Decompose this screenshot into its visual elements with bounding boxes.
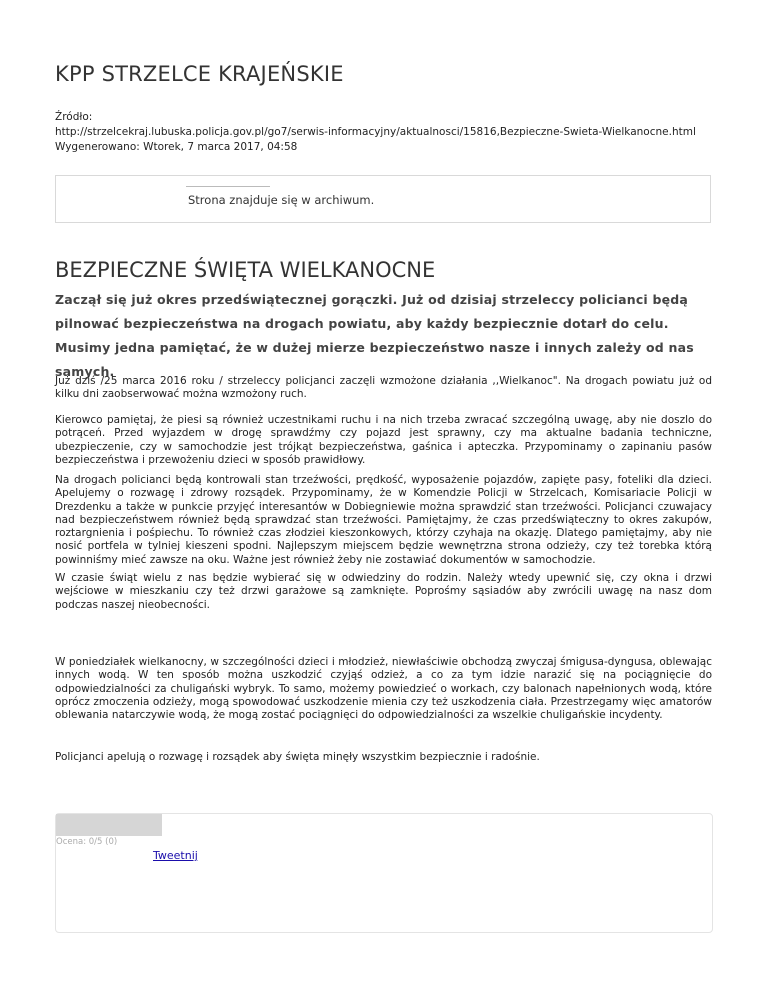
rating-stars[interactable] [56, 814, 162, 836]
tweet-link[interactable]: Tweetnij [153, 849, 198, 862]
article-lead: Zaczął się już okres przedświątecznej gorączki. Już od dzisiaj strzeleccy policianci będą pilnować bezpieczeństwa na drogach powiatu, aby każdy bezpiecznie dotarł do celu. Musimy jedna pamiętać, że w dużej mierze bezpieczeństwo nasze i innych zależy od nas samych. [55, 292, 694, 379]
article-paragraph: Już dziś /25 marca 2016 roku / strzeleccy policjanci zaczęli wzmożone działania ,,Wielkanoc". Na drogach powiatu już od kilku dni zaobserwować można wzmożony ruch. [55, 375, 712, 401]
source-label: Źródło: [55, 111, 93, 123]
article-title: BEZPIECZNE ŚWIĘTA WIELKANOCNE [55, 258, 436, 282]
article-paragraph: Kierowco pamiętaj, że piesi są również uczestnikami ruchu i na nich trzeba zwracać szczególną uwagę, aby nie doszlo do potrąceń. Przed wyjazdem w drogę sprawdźmy czy pojazd jest sprawny, czy ma aktualne badania techniczne, ubezpieczenie, czy w samochodzie jest trójkąt bezpieczeństwa, gaśnica i apteczka. Przypominamy o zapinaniu pasów bezpieczeństwa i przewożeniu dzieci w sposób prawidłowy. [55, 414, 712, 466]
article-paragraph: Na drogach policianci będą kontrowali stan trzeźwości, prędkość, wyposażenie pojazdów, zapięte pasy, foteliki dla dzieci. Apelujemy o rozwagę i zdrowy rozsądek. Przypominamy, że w Komendzie Policji w Strzelcach, Komisariacie Policji w Drezdenku a także w punkcie przyjęć interesantów w Dobiegniewie można sprawdzić stan trzeźwości. Policjanci czuwajacy nad bezpieczeństwem również będą sprawdzać stan trzeźwości. Pamiętajmy, że czas przedświąteczny to okres zakupów, roztargnienia i pośpiechu. To również czas złodziei kieszonkowych, którzy czyhaja na okazję. Dlatego pamiętajmy, aby nie nosić portfela w tylniej kieszeni spodni. Najlepszym miejscem będzie wewnętrzna strona odzieży, czy też torebka którą powinniśmy mieć zawsze na oku. Ważne jest również żeby nie zostawiać dokumentów w samochodzie. [55, 474, 712, 566]
article-paragraph: W poniedziałek wielkanocny, w szczególności dzieci i młodzież, niewłaściwie obchodzą zwyczaj śmigusa-dyngusa, oblewając innych wodą. W ten sposób można uszkodzić czyjąś odzież, a co za tym idzie narazić się na pociągnięcie do odpowiedzialności za chuligański wybryk. To samo, możemy powiedzieć o workach, czy balonach napełnionych wodą, które oprócz zmoczenia odzieży, mogą spowodować uszkodzenie mienia czy też uszkodzenia ciała. Przestrzegamy więc amatorów oblewania natarczywie wodą, że mogą zostać pociągnięci do odpowiedzialności za wszelkie chuligańskie incydenty. [55, 656, 712, 722]
rating-label: Ocena: 0/5 (0) [56, 837, 118, 847]
source-url: http://strzelcekraj.lubuska.policja.gov.pl/go7/serwis-informacyjny/aktualnosci/15816,Bezpieczne-Swieta-Wielkanocne.html [55, 126, 696, 138]
source-info [55, 110, 715, 155]
archive-notice-box [55, 175, 711, 223]
article-paragraph: Policjanci apelują o rozwagę i rozsądek aby święta minęły wszystkim bezpiecznie i radośnie. [55, 751, 540, 763]
generated-date: Wygenerowano: Wtorek, 7 marca 2017, 04:58 [55, 141, 298, 153]
site-title: KPP STRZELCE KRAJEŃSKIE [55, 62, 344, 86]
archive-divider [186, 186, 270, 187]
archive-notice: Strona znajduje się w archiwum. [188, 193, 375, 207]
rating-box [55, 813, 713, 933]
article-paragraph: W czasie świąt wielu z nas będzie wybierać się w odwiedziny do rodzin. Należy wtedy upewnić się, czy okna i drzwi wejściowe w mieszkaniu czy też drzwi garażowe są zamknięte. Poprośmy sąsiadów aby zwrócili uwagę na nasz dom podczas naszej nieobecności. [55, 572, 712, 611]
